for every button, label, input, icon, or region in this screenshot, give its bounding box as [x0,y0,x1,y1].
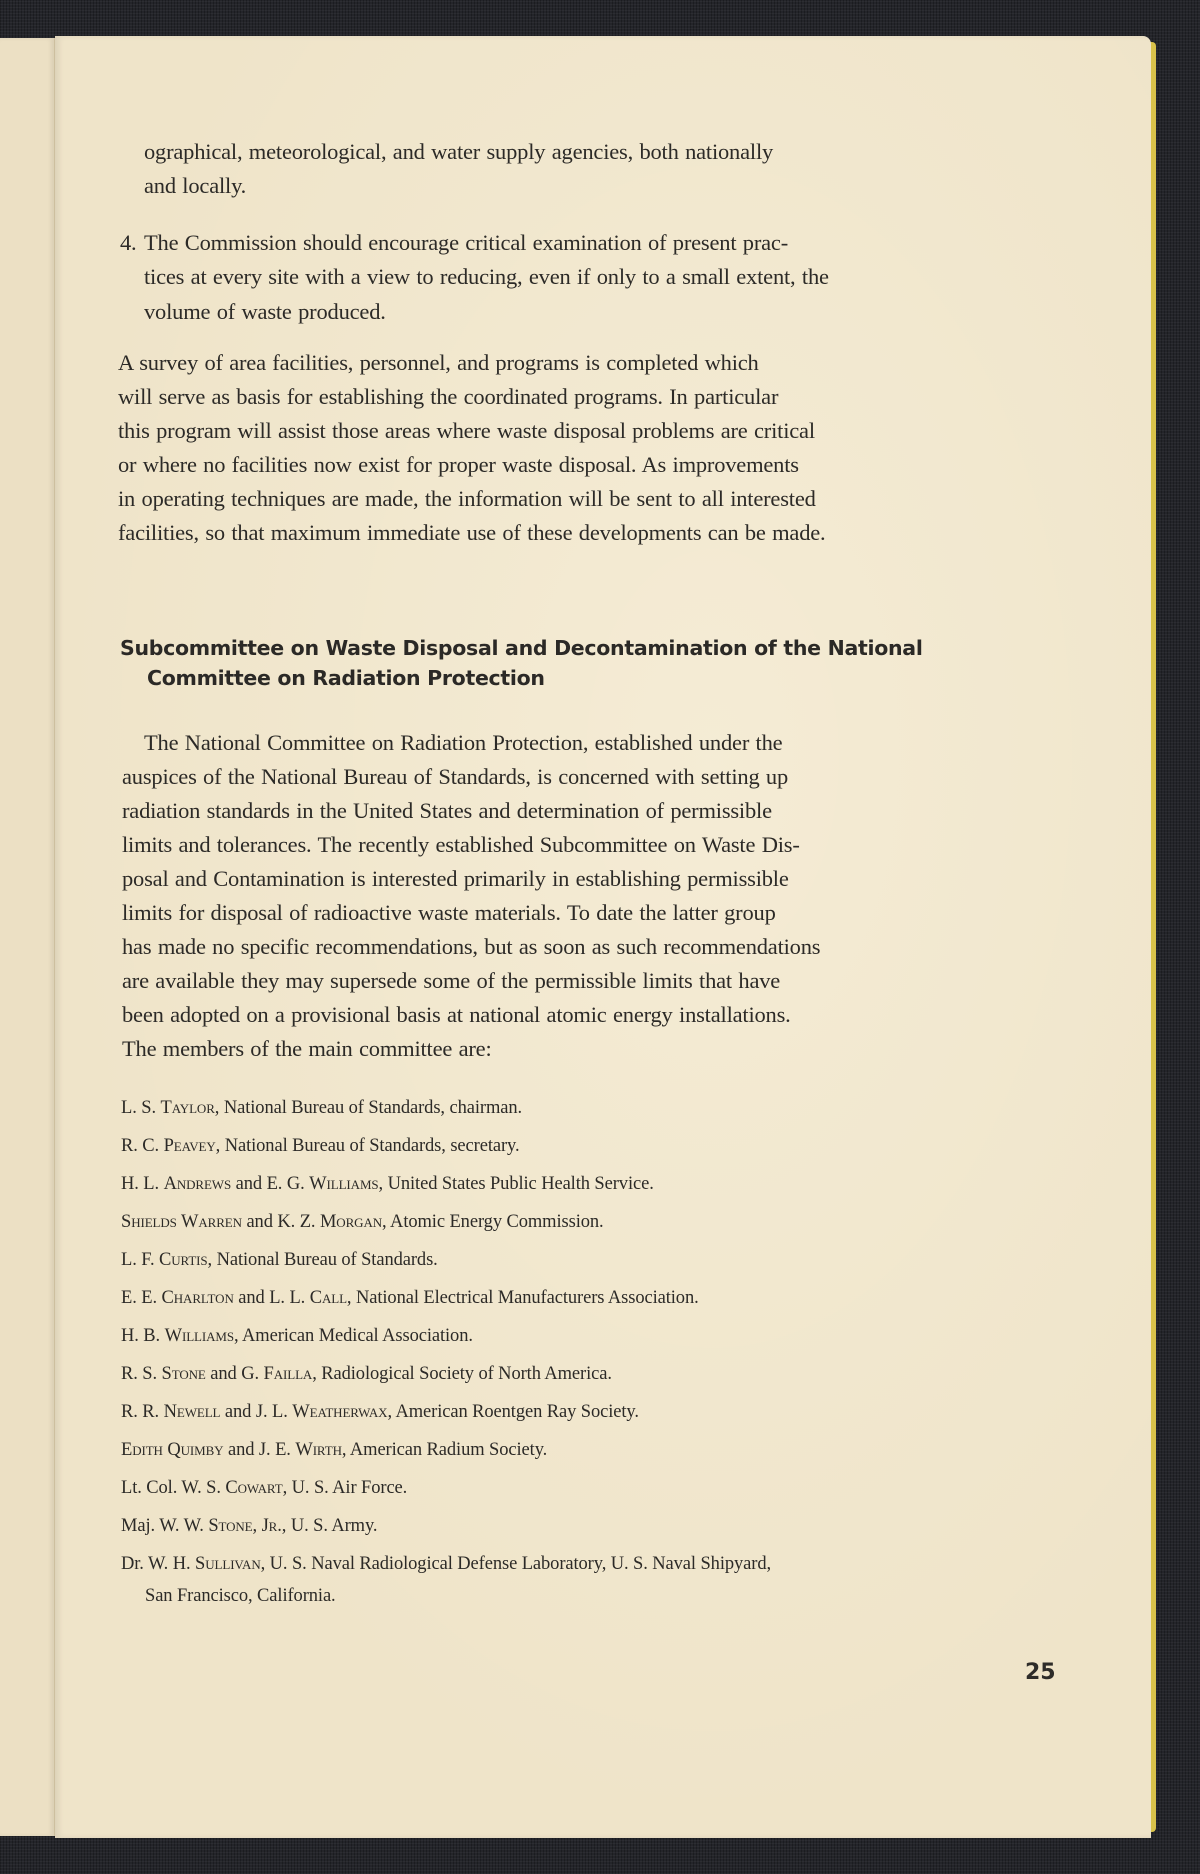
member-name: Taylor [160,1098,215,1118]
text-line: tices at every site with a view to reducing, even if only to a small extent, the [144,264,829,289]
text-line: The Commission should encourage critical examination of present prac- [144,230,788,255]
member-connector: and G. [205,1364,264,1384]
member-connector: and J. E. [223,1440,296,1460]
member-affiliation: , Atomic Energy Commission. [382,1212,604,1232]
text-line: A survey of area facilities, personnel, and programs is completed which [118,350,759,375]
text-line: posal and Contamination is interested primarily in establishing permissible [122,866,789,891]
member-initials: R. C. [121,1136,164,1156]
list-item [121,1516,377,1537]
member-initials: H. B. [121,1326,165,1346]
facing-page-edge [0,38,56,1836]
list-item [121,1250,438,1271]
member-name: Williams [164,1326,234,1346]
list-item [121,1098,522,1119]
member-name: Curtis [159,1250,208,1270]
list-item [121,1288,699,1309]
member-name: Sullivan [195,1554,261,1574]
text-line: ographical, meteorological, and water supply agencies, both nationally [144,139,774,164]
text-line: radiation standards in the United States and determination of permissible [122,798,772,823]
list-item [121,1326,473,1347]
member-affiliation: , National Bureau of Standards, chairman. [214,1098,523,1118]
member-affiliation: , National Bureau of Standards. [207,1250,438,1270]
text-line: limits for disposal of radioactive waste materials. To date the latter group [122,900,776,925]
text-line: this program will assist those areas where waste disposal problems are critical [118,418,815,443]
member-initials: L. S. [121,1098,161,1118]
text-line: or where no facilities now exist for proper waste disposal. As improvements [118,452,799,477]
list-item [121,1554,771,1575]
list-item [121,1364,612,1385]
member-name: Wirth [295,1440,342,1460]
member-name: Andrews [163,1174,232,1194]
list-item [121,1174,654,1195]
text-line: are available they may supersede some of the permissible limits that have [122,968,781,993]
text-line: volume of waste produced. [144,299,386,324]
member-affiliation: , U. S. Naval Radiological Defense Laboratory, U. S. Naval Shipyard, [260,1554,772,1574]
member-affiliation: , National Electrical Manufacturers Association. [346,1288,699,1308]
member-name: Williams [309,1174,379,1194]
list-item [121,1212,604,1233]
text-line: will serve as basis for establishing the coordinated programs. In particular [118,384,779,409]
member-affiliation: , American Roentgen Ray Society. [387,1402,639,1422]
member-name: Peavey [163,1136,216,1156]
member-name: Newell [163,1402,221,1422]
text-line: facilities, so that maximum immediate use of these developments can be made. [118,520,826,545]
member-affiliation: , United States Public Health Service. [378,1174,654,1194]
member-affiliation: , American Radium Society. [341,1440,548,1460]
list-number: 4. [120,230,137,255]
member-name: Shields Warren [121,1212,242,1232]
list-item [121,1136,520,1157]
page-number: 25 [1025,1660,1056,1685]
text-line: The members of the main committee are: [122,1036,492,1061]
member-initials: R. R. [121,1402,164,1422]
member-name: Failla [263,1364,313,1384]
member-affiliation: , Radiological Society of North America. [312,1364,612,1384]
member-initials: R. S. [121,1364,162,1384]
member-name: Cowart [225,1478,283,1498]
member-initials: H. L. [121,1174,164,1194]
member-name: Stone [161,1364,206,1384]
text-line: limits and tolerances. The recently established Subcommittee on Waste Dis- [122,832,800,857]
text-line: has made no specific recommendations, but as soon as such recommendations [122,934,821,959]
member-name: Call [309,1288,347,1308]
member-affiliation: , National Bureau of Standards, secretary. [215,1136,520,1156]
list-item [121,1402,639,1423]
member-connector: and L. L. [233,1288,310,1308]
member-affiliation: , U. S. Army. [281,1516,378,1536]
member-name: Charlton [161,1288,234,1308]
member-initials: Maj. W. W. [121,1516,209,1536]
section-heading-line1: Subcommittee on Waste Disposal and Decontamination of the National [120,636,923,660]
member-connector: and J. L. [220,1402,293,1422]
text-line: been adopted on a provisional basis at national atomic energy installations. [122,1002,791,1027]
list-item-continuation: San Francisco, California. [145,1586,336,1606]
member-initials: Dr. W. H. [121,1554,196,1574]
member-affiliation: , U. S. Air Force. [282,1478,408,1498]
member-affiliation: , American Medical Association. [234,1326,473,1346]
member-name: Weatherwax [292,1402,388,1422]
text-line: The National Committee on Radiation Protection, established under the [144,730,783,755]
list-item [121,1478,407,1499]
text-line: in operating techniques are made, the information will be sent to all interested [118,486,816,511]
member-connector: and E. G. [231,1174,310,1194]
section-heading-line2: Committee on Radiation Protection [147,666,545,690]
member-name: Edith Quimby [121,1440,224,1460]
member-name: Morgan [319,1212,383,1232]
text-line: and locally. [144,173,247,198]
list-item [121,1440,547,1461]
member-initials: Lt. Col. W. S. [121,1478,226,1498]
text-line: auspices of the National Bureau of Standards, is concerned with setting up [122,764,789,789]
member-initials: L. F. [121,1250,160,1270]
member-initials: E. E. [121,1288,162,1308]
member-connector: and K. Z. [241,1212,320,1232]
member-name: Stone, Jr. [208,1516,282,1536]
book-page [55,36,1151,1838]
